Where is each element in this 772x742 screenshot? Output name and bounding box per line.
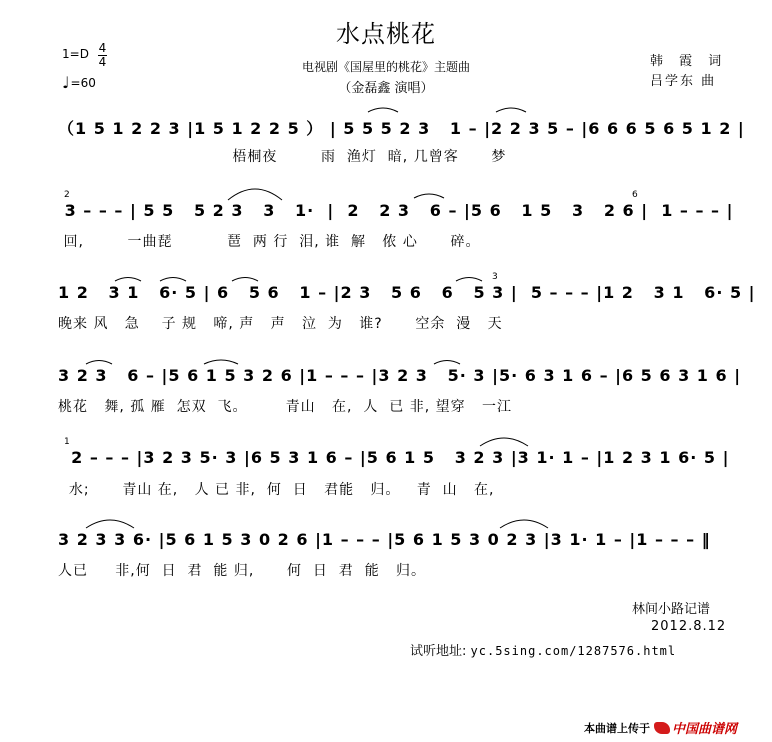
song-subtitle: 电视剧《国屋里的桃花》主题曲	[301, 60, 470, 74]
upload-note: 本曲谱上传于	[584, 721, 650, 735]
grace-note: 6	[632, 190, 638, 200]
listen-address	[410, 640, 676, 659]
lyricist-credit: 韩 霞 词	[650, 54, 728, 69]
time-denominator: 4	[98, 55, 107, 69]
site-logo-text: 中国曲谱网	[672, 722, 738, 737]
score-row-5-lyrics: 水; 青山 在, 人 已 非, 何 日 君能 归。 青 山 在,	[58, 482, 495, 498]
grace-note: 3	[492, 272, 498, 282]
score-row-4-lyrics: 桃花 舞, 孤 雁 怎双 飞。 青山 在, 人 已 非, 望穿 一江	[58, 399, 512, 415]
key-signature: 1=D	[62, 47, 89, 61]
score-row-2-lyrics: 回, 一曲琵 琶 两 行 泪, 谁 解 侬 心 碎。	[58, 234, 481, 250]
score-row-1-notes: （1 5 1 2 2 3 |1 5 1 2 2 5 ） | 5 5 5 2 3 1 – |2 2 3 5 – |6 6 6 5 6 5 1 2 |	[58, 119, 745, 138]
singer-credit: （金磊鑫 演唱）	[338, 81, 434, 96]
score-row-4-notes: 3 2 3 6 – |5 6 1 5 3 2 6 |1 – – – |3 2 3 5· 3 |5· 6 3 1 6 – |6 5 6 3 1 6 |	[58, 366, 742, 385]
tempo-marking	[62, 73, 96, 92]
score-row-3-notes: 1 2 3 1 6· 5 | 6 5 6 1 – |2 3 5 6 6 5 3 | 5 – – – |1 2 3 1 6· 5 |	[58, 283, 756, 302]
quarter-note-icon: ♩	[62, 73, 70, 92]
score-row-6-lyrics: 人已 非,何 日 君 能 归, 何 日 君 能 归。	[58, 563, 427, 579]
transcriber-credit: 林间小路记谱	[632, 602, 711, 617]
score-row-2-notes: 3 – – – | 5 5 5 2 3 3 1· | 2 2 3 6 – |5 6 1 5 3 2 6 | 1 – – – |	[58, 201, 734, 220]
score-row-5-notes: 2 – – – |3 2 3 5· 3 |6 5 3 1 6 – |5 6 1 5 3 2 3 |3 1· 1 – |1 2 3 1 6· 5 |	[58, 448, 730, 467]
grace-note: 1	[64, 437, 70, 447]
listen-label: 试听地址:	[410, 644, 471, 659]
score-row-3-lyrics: 晚来 风 急 子 规 啼, 声 声 泣 为 谁? 空余 漫 天	[58, 316, 503, 332]
score-row-1-lyrics: 梧桐夜 雨 渔灯 暗, 几曾客 梦	[58, 149, 507, 165]
transcription-date: 2012.8.12	[651, 619, 727, 634]
time-signature	[98, 42, 107, 69]
listen-url: yc.5sing.com/1287576.html	[470, 644, 677, 658]
song-title: 水点桃花	[336, 20, 436, 48]
grace-note: 2	[64, 190, 70, 200]
logo-mark	[654, 722, 670, 734]
time-numerator: 4	[98, 41, 107, 55]
upload-credit	[584, 718, 737, 737]
composer-credit: 吕学东 曲	[650, 74, 717, 89]
music-site-logo-icon	[654, 718, 737, 737]
tempo-value: =60	[70, 76, 96, 90]
score-row-6-notes: 3 2 3 3 6· |5 6 1 5 3 0 2 6 |1 – – – |5 6 1 5 3 0 2 3 |3 1· 1 – |1 – – – ‖	[58, 530, 711, 549]
